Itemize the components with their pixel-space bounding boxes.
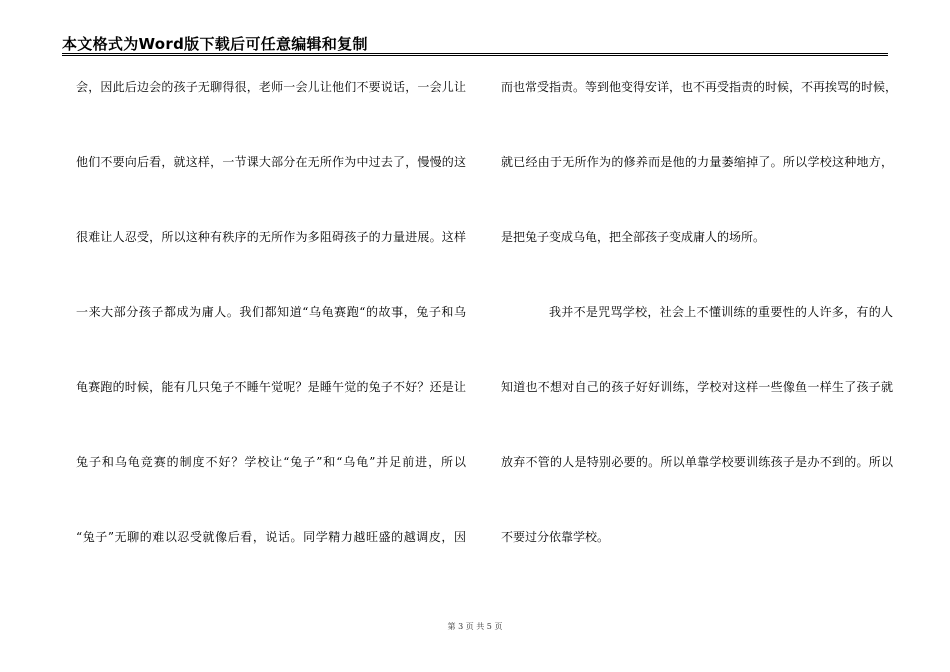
text-line: 知道也不想对自己的孩子好好训练，学校对这样一些像鱼一样生了孩子就 — [501, 380, 893, 394]
text-line: 兔子和乌龟竞赛的制度不好？学校让“兔子”和“乌龟”并足前进，所以 — [76, 455, 466, 469]
text-line: 就已经由于无所作为的修养而是他的力量萎缩掉了。所以学校这种地方， — [501, 155, 893, 169]
header-divider — [62, 53, 888, 56]
paragraph-first-line: 我并不是咒骂学校，社会上不懂训练的重要性的人许多，有的人 — [549, 305, 893, 319]
text-line: 是把兔子变成乌龟，把全部孩子变成庸人的场所。 — [501, 230, 766, 244]
text-line: 他们不要向后看，就这样，一节课大部分在无所作为中过去了，慢慢的这 — [76, 155, 466, 169]
text-line: 不要过分依靠学校。 — [501, 530, 610, 544]
text-line: 很难让人忍受，所以这种有秩序的无所作为多阻碍孩子的力量进展。这样 — [76, 230, 466, 244]
text-line: 会，因此后边会的孩子无聊得很，老师一会儿让他们不要说话，一会儿让 — [76, 80, 466, 94]
text-line: 一来大部分孩子都成为庸人。我们都知道“乌龟赛跑“的故事，兔子和乌 — [76, 305, 466, 319]
text-line: “兔子”无聊的难以忍受就像后看，说话。同学精力越旺盛的越调皮，因 — [76, 530, 466, 544]
text-line: 放弃不管的人是特别必要的。所以单靠学校要训练孩子是办不到的。所以 — [501, 455, 893, 469]
page-number-footer: 第 3 页 共 5 页 — [447, 622, 503, 631]
document-header-title: 本文格式为Word版下载后可任意编辑和复制 — [62, 35, 368, 53]
text-line: 龟赛跑的时候，能有几只兔子不睡午觉呢？是睡午觉的兔子不好？还是让 — [76, 380, 466, 394]
text-line: 而也常受指责。等到他变得安详，也不再受指责的时候，不再挨骂的时候， — [501, 80, 898, 94]
